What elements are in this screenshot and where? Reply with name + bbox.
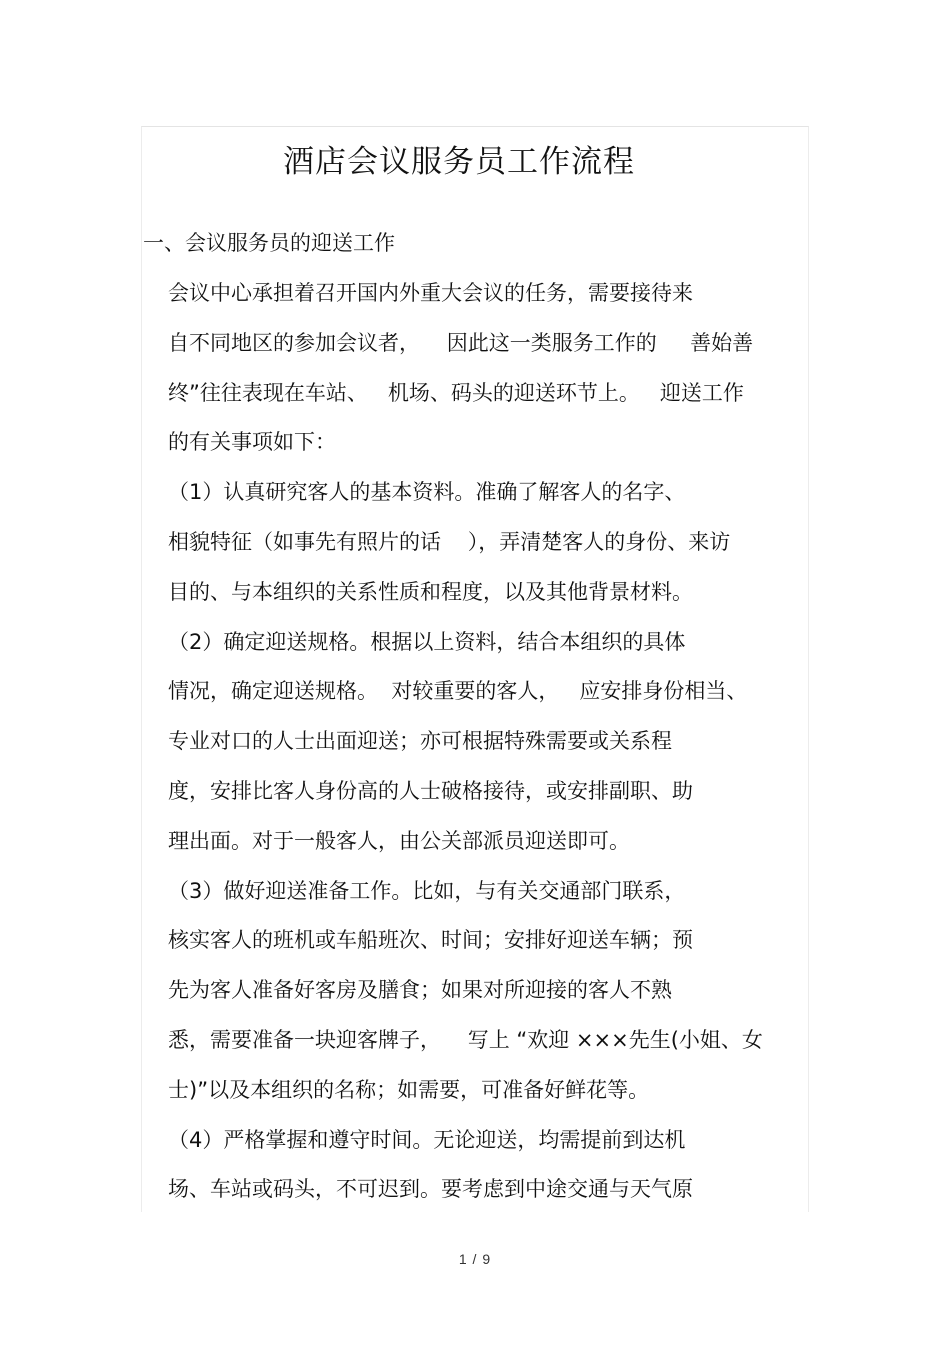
body-line: （3）做好迎送准备工作。比如，与有关交通部门联系， xyxy=(168,878,686,903)
body-line: 会议中心承担着召开国内外重大会议的任务，需要接待来 xyxy=(168,281,693,305)
body-line: 的有关事项如下： xyxy=(168,430,336,455)
body-line: 度，安排比客人身份高的人士破格接待，或安排副职、助 xyxy=(168,778,693,803)
body-line: 场、车站或码头，不可迟到。要考虑到中途交通与天气原 xyxy=(168,1177,693,1202)
body-line: 士)”以及本组织的名称；如需要，可准备好鲜花等。 xyxy=(168,1077,650,1102)
body-line: 相貌特征（如事先有照片的话 ），弄清楚客人的身份、来访 xyxy=(168,529,731,554)
body-line: 悉，需要准备一块迎客牌子， 写上 “欢迎 ×××先生(小姐、女 xyxy=(168,1027,763,1052)
body-line: 自不同地区的参加会议者， 因此这一类服务工作的 善始善 xyxy=(168,330,754,355)
body-line: 核实客人的班机或车船班次、时间；安排好迎送车辆；预 xyxy=(168,928,693,953)
body-line: 终”往往表现在车站、 机场、码头的迎送环节上。 迎送工作 xyxy=(168,380,744,405)
body-line: （2）确定迎送规格。根据以上资料，结合本组织的具体 xyxy=(168,629,686,654)
body-text xyxy=(168,278,818,1224)
document-title: 酒店会议服务员工作流程 xyxy=(283,144,635,180)
body-line: 先为客人准备好客房及膳食；如果对所迎接的客人不熟 xyxy=(168,978,672,1003)
body-line: （4）严格掌握和遵守时间。无论迎送，均需提前到达机 xyxy=(168,1127,686,1152)
body-line: 理出面。对于一般客人，由公关部派员迎送即可。 xyxy=(168,828,630,853)
body-line: （1）认真研究客人的基本资料。准确了解客人的名字、 xyxy=(168,480,686,505)
body-line: 情况，确定迎送规格。 对较重要的客人， 应安排身份相当、 xyxy=(168,679,748,704)
body-line: 目的、与本组织的关系性质和程度，以及其他背景材料。 xyxy=(168,579,693,604)
page-number: 1 / 9 xyxy=(458,1251,492,1267)
body-line: 专业对口的人士出面迎送；亦可根据特殊需要或关系程 xyxy=(168,729,672,754)
section-heading: 一、会议服务员的迎送工作 xyxy=(143,231,395,255)
